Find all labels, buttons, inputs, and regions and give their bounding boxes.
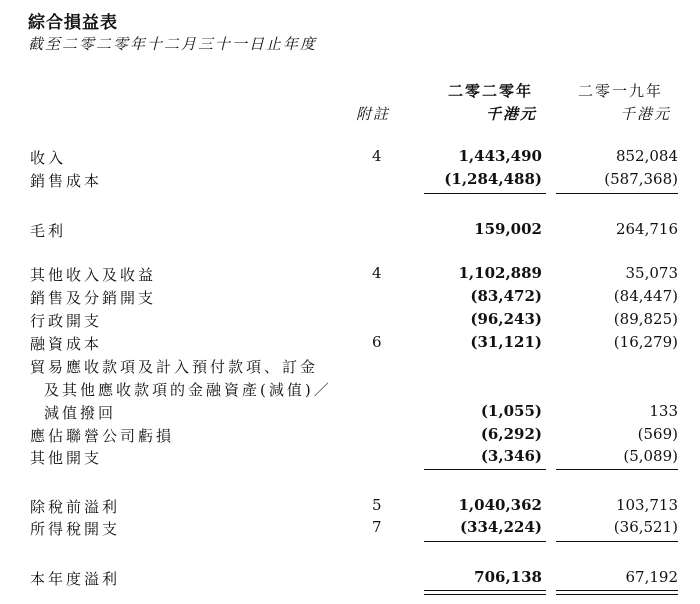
statement-row [0, 568, 700, 590]
row-prior-value: (89,825) [613, 310, 678, 328]
row-current-value: (6,292) [480, 425, 542, 443]
statement-row [0, 496, 700, 518]
row-prior-value: (36,521) [613, 518, 678, 536]
statement-row [0, 147, 700, 169]
row-note: 7 [372, 518, 382, 536]
prior-year-header: 二零一九年 [578, 82, 664, 100]
row-prior-value: (569) [637, 425, 678, 443]
row-current-value: 1,040,362 [458, 496, 542, 514]
row-label: 行政開支 [30, 312, 103, 330]
current-unit-header: 千港元 [486, 105, 538, 123]
row-prior-value: 67,192 [625, 568, 678, 586]
row-prior-value: (587,368) [604, 170, 678, 188]
row-current-value: (1,055) [480, 402, 542, 420]
row-note: 6 [372, 333, 382, 351]
row-label: 其他收入及收益 [30, 266, 157, 284]
statement-title: 綜合損益表 [28, 13, 118, 33]
prior-unit-header: 千港元 [620, 105, 672, 123]
subtotal-rule-prior [556, 469, 678, 470]
statement-row [0, 402, 700, 424]
statement-row [0, 379, 700, 401]
row-label: 其他開支 [30, 449, 103, 467]
total-double-rule-current [424, 590, 546, 595]
row-label: 所得稅開支 [30, 520, 121, 538]
row-prior-value: 852,084 [615, 147, 678, 165]
row-prior-value: 133 [649, 402, 678, 420]
subtotal-rule-current [424, 469, 546, 470]
row-label: 減值撥回 [44, 404, 117, 422]
statement-row [0, 287, 700, 309]
statement-row [0, 518, 700, 540]
row-prior-value: 103,713 [615, 496, 678, 514]
statement-row [0, 333, 700, 355]
row-label: 銷售成本 [30, 172, 103, 190]
row-current-value: (96,243) [470, 310, 542, 328]
row-label: 收入 [30, 149, 67, 167]
row-prior-value: (84,447) [613, 287, 678, 305]
row-prior-value: 35,073 [625, 264, 678, 282]
row-label: 毛利 [30, 222, 67, 240]
current-year-header: 二零二零年 [448, 82, 534, 100]
statement-row [0, 447, 700, 469]
row-current-value: (334,224) [459, 518, 542, 536]
row-label: 貿易應收款項及計入預付款項、訂金 [30, 358, 319, 376]
statement-row [0, 264, 700, 286]
row-current-value: 1,443,490 [458, 147, 542, 165]
row-note: 4 [372, 264, 382, 282]
row-current-value: (83,472) [470, 287, 542, 305]
note-header: 附註 [356, 105, 391, 123]
row-current-value: 159,002 [474, 220, 542, 238]
subtotal-rule-current [424, 193, 546, 194]
statement-subtitle: 截至二零二零年十二月三十一日止年度 [28, 35, 318, 53]
row-current-value: (1,284,488) [444, 170, 542, 188]
total-double-rule-prior [556, 590, 678, 595]
row-prior-value: 264,716 [615, 220, 678, 238]
subtotal-rule-current [424, 541, 546, 542]
row-label: 應佔聯營公司虧損 [30, 427, 175, 445]
row-label: 銷售及分銷開支 [30, 289, 157, 307]
row-prior-value: (16,279) [613, 333, 678, 351]
row-label: 及其他應收款項的金融資產(減值)／ [44, 381, 332, 399]
row-current-value: 1,102,889 [458, 264, 542, 282]
row-note: 4 [372, 147, 382, 165]
subtotal-rule-prior [556, 541, 678, 542]
row-label: 本年度溢利 [30, 570, 121, 588]
subtotal-rule-prior [556, 193, 678, 194]
statement-row [0, 425, 700, 447]
row-current-value: 706,138 [474, 568, 542, 586]
statement-row [0, 220, 700, 242]
statement-row [0, 310, 700, 332]
statement-row [0, 356, 700, 378]
statement-row [0, 170, 700, 192]
row-prior-value: (5,089) [623, 447, 678, 465]
row-current-value: (31,121) [470, 333, 542, 351]
row-label: 除稅前溢利 [30, 498, 121, 516]
row-current-value: (3,346) [480, 447, 542, 465]
row-label: 融資成本 [30, 335, 103, 353]
row-note: 5 [372, 496, 382, 514]
